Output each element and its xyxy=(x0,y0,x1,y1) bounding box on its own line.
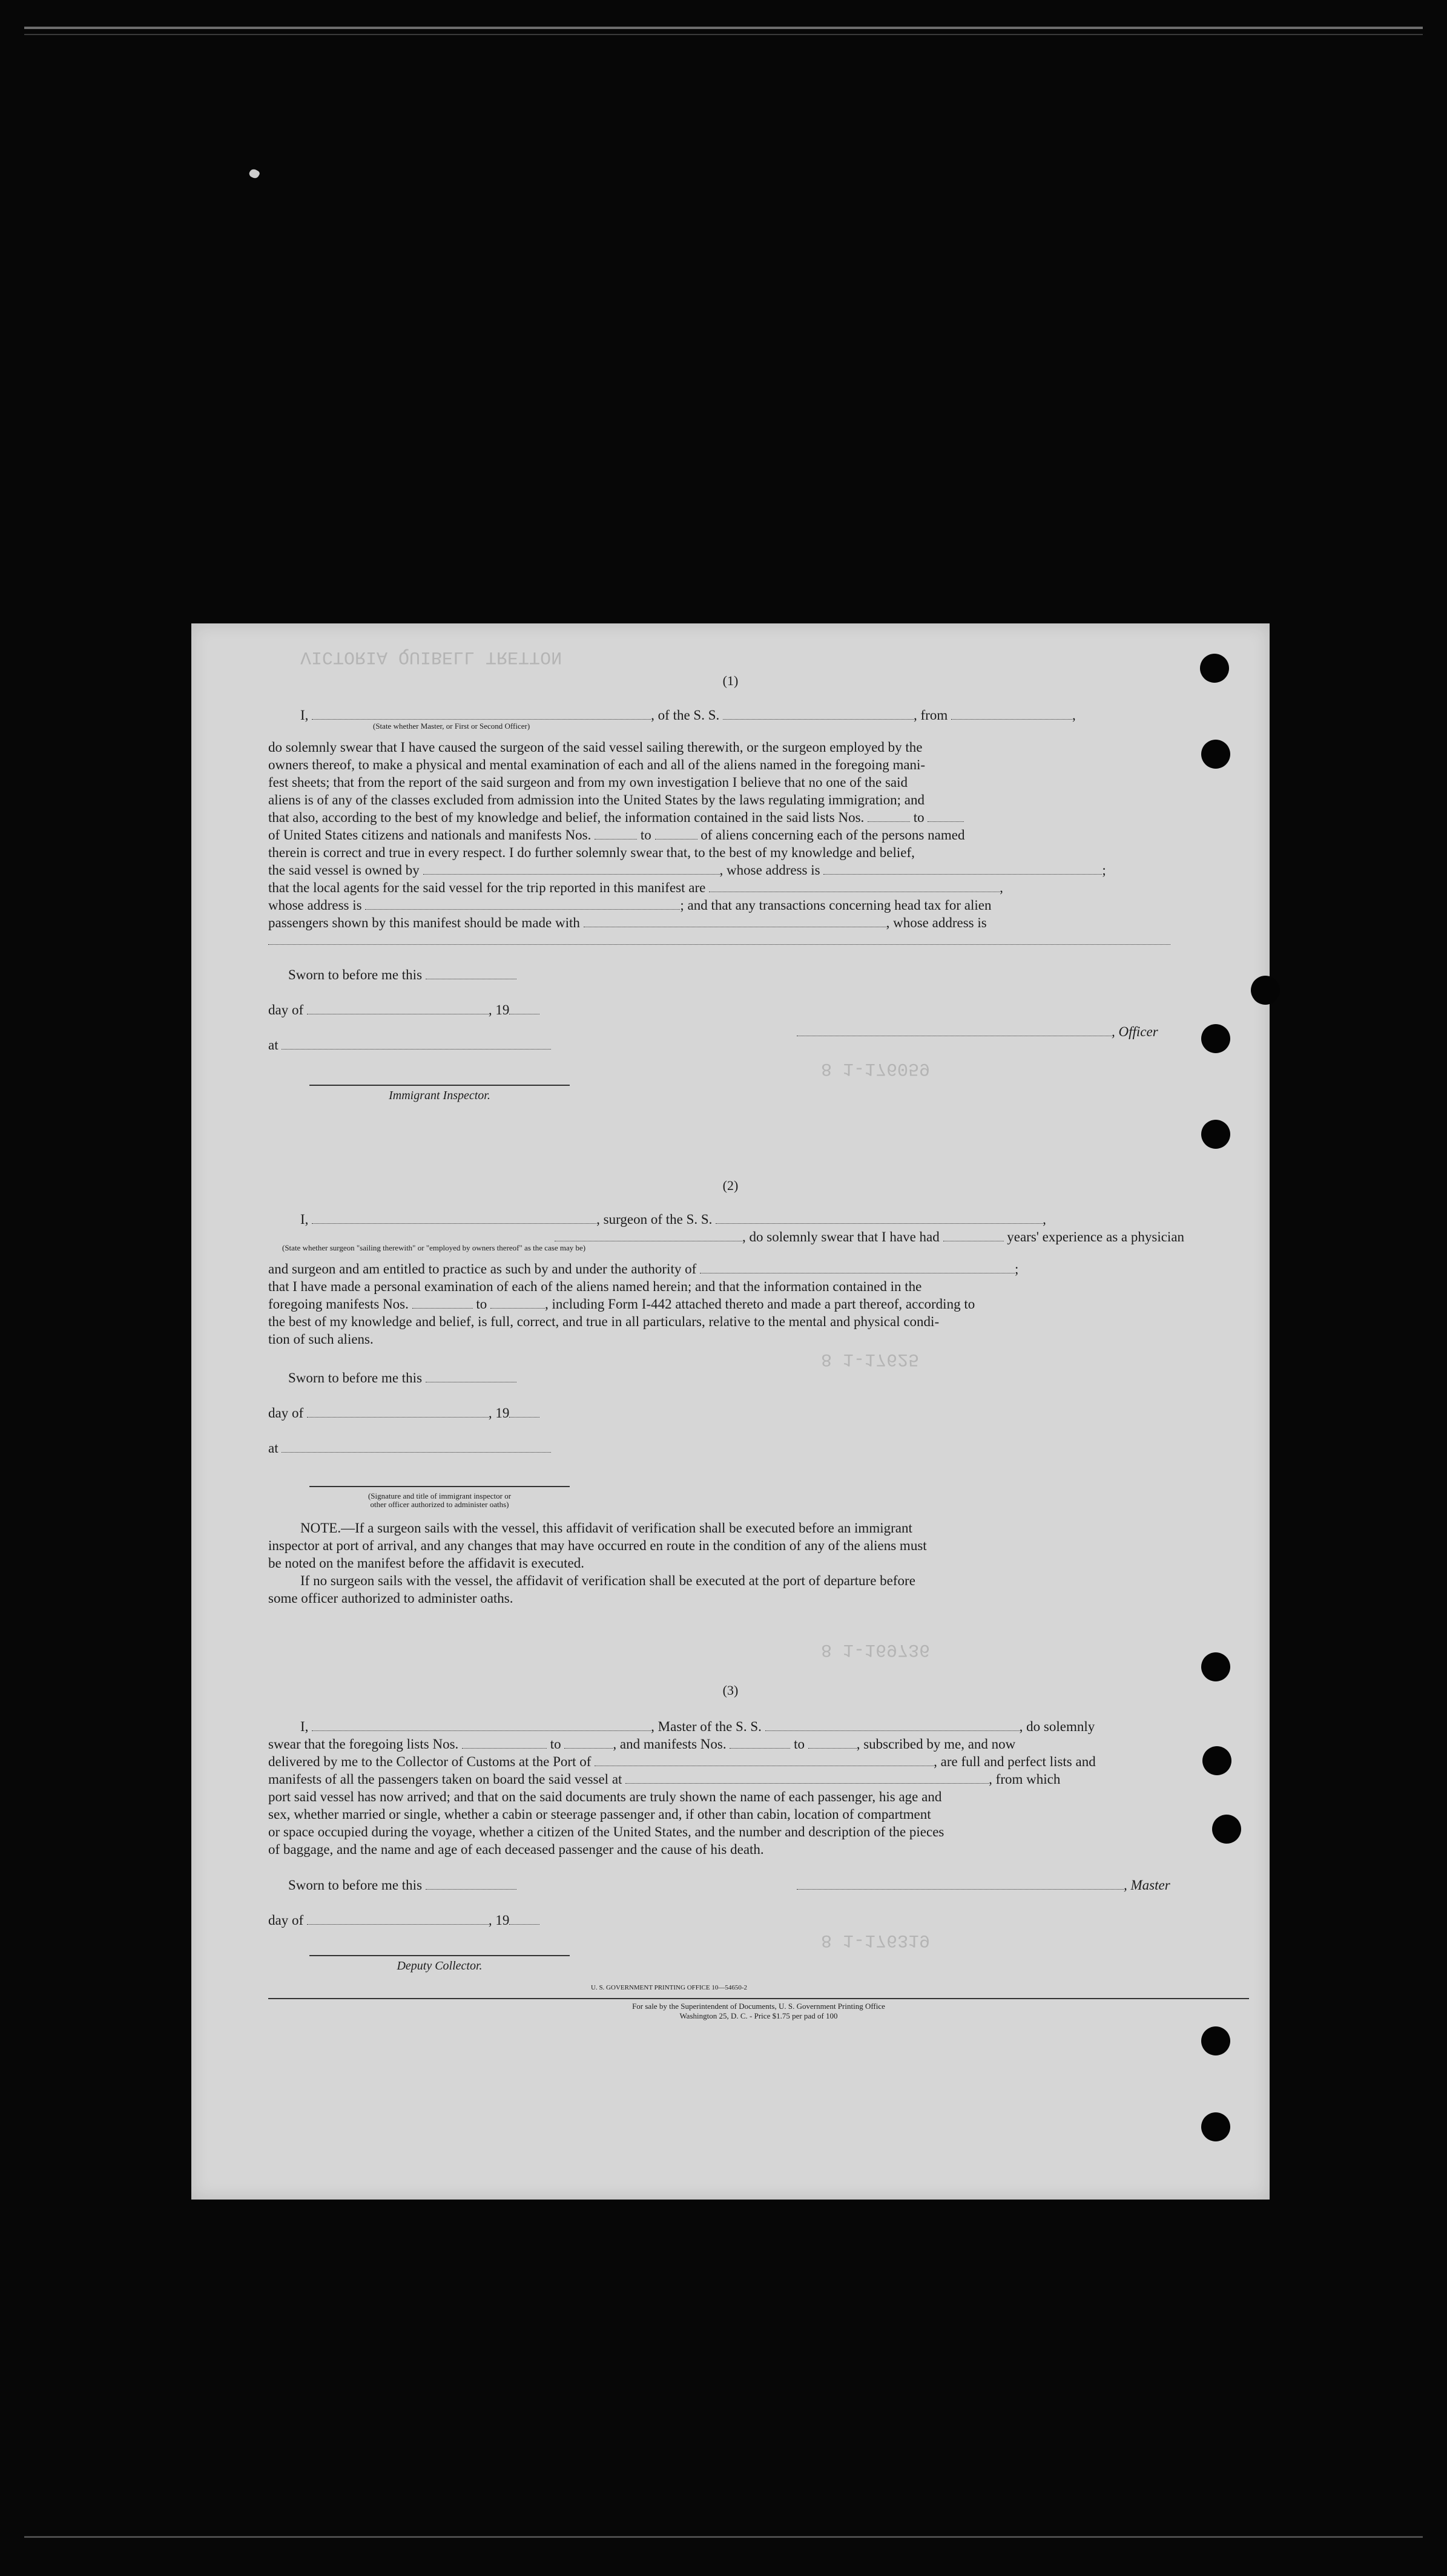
text: , from which xyxy=(989,1772,1061,1787)
film-border-top xyxy=(24,27,1423,29)
text: whose address is xyxy=(268,898,362,913)
master-signature-field[interactable] xyxy=(797,1889,1124,1890)
owner-field[interactable] xyxy=(423,874,720,875)
section-3-body-line xyxy=(268,1753,1249,1770)
text: , whose address is xyxy=(886,915,987,930)
s2-sworn-year-field[interactable] xyxy=(509,1417,539,1418)
text: , from xyxy=(914,708,948,723)
port-from-field[interactable] xyxy=(951,719,1072,720)
section-3-body-line xyxy=(268,1735,1249,1753)
punch-hole xyxy=(1201,1652,1230,1681)
section-3-body-line: port said vessel has now arrived; and that on the said documents are truly shown the name of each passenger, his age and xyxy=(268,1789,942,1804)
text: , 19 xyxy=(488,1913,510,1928)
text: I, xyxy=(300,1719,309,1734)
text: , surgeon of the S. S. xyxy=(596,1212,713,1227)
s3-sworn-year-field[interactable] xyxy=(509,1924,539,1925)
section-1-body-line: do solemnly swear that I have caused the surgeon of the said vessel sailing therewith, or the surgeon employed by the xyxy=(268,740,923,755)
officer-signature-line xyxy=(797,1023,1172,1040)
section-1-body-line xyxy=(268,896,1249,914)
text: , do solemnly swear that I have had xyxy=(742,1229,940,1244)
text: that also, according to the best of my knowledge and belief, the information contained in the said lists Nos. xyxy=(268,810,865,825)
section-2-at xyxy=(268,1439,583,1457)
lists-from-field[interactable] xyxy=(868,821,910,822)
section-3-body-line: sex, whether married or single, whether a cabin or steerage passenger and, if other than cabin, location of compartment xyxy=(268,1807,931,1822)
text: , are full and perfect lists and xyxy=(934,1754,1096,1769)
manifests-from-field[interactable] xyxy=(595,839,637,840)
manifest-affidavit-page xyxy=(191,623,1270,2200)
gpo-imprint: U. S. GOVERNMENT PRINTING OFFICE 10—54650-2 xyxy=(591,1984,748,1991)
bleed-through-text: 8 1-17625 xyxy=(821,1349,920,1369)
note-paragraph-line: be noted on the manifest before the affidavit is executed. xyxy=(268,1556,584,1571)
section-2-body-line: and surgeon and am entitled to practice as such by and under the authority of ; xyxy=(268,1261,1019,1276)
text: , Master of the S. S. xyxy=(651,1719,762,1734)
text: to xyxy=(913,810,925,825)
manifests-to-field[interactable] xyxy=(655,839,697,840)
master-vessel-field[interactable] xyxy=(765,1730,1020,1731)
section-1-body-line: therein is correct and true in every respect. I do further solemnly swear that, to the best of my knowledge and belief, xyxy=(268,845,915,860)
text: Sworn to before me this xyxy=(288,1878,423,1893)
text: foregoing manifests Nos. xyxy=(268,1296,409,1312)
officer-name-field[interactable] xyxy=(312,719,651,720)
s3-lists-from-field[interactable] xyxy=(462,1748,547,1749)
note-paragraph-line: If no surgeon sails with the vessel, the affidavit of verification shall be executed at the port of departure before xyxy=(300,1573,915,1588)
text: , Officer xyxy=(1112,1024,1158,1039)
section-3-body-line xyxy=(268,1770,1249,1788)
section-1-body-line: fest sheets; that from the report of the said surgeon and from my own investigation I believe that no one of the said xyxy=(268,775,908,790)
section-2-day-of xyxy=(268,1404,583,1422)
text: at xyxy=(268,1037,279,1053)
section-1-at xyxy=(268,1036,583,1054)
film-border-bottom xyxy=(24,2536,1423,2538)
section-2-opening-line: I, , surgeon of the S. S. , xyxy=(300,1212,1046,1227)
sale-note-1: For sale by the Superintendent of Documents, U. S. Government Printing Office xyxy=(632,2002,885,2011)
section-2-body-line: tion of such aliens. xyxy=(268,1332,374,1347)
text: Sworn to before me this xyxy=(288,1370,423,1385)
surgeon-status-note: (State whether surgeon "sailing therewith" or "employed by owners thereof" as the case may be) xyxy=(282,1243,586,1252)
section-2-body-line xyxy=(268,1295,1249,1313)
text: , do solemnly xyxy=(1019,1719,1095,1734)
text: day of xyxy=(268,1002,304,1017)
section-3-body-line: of baggage, and the name and age of each deceased passenger and the cause of his death. xyxy=(268,1842,764,1857)
text: ; and that any transactions concerning head tax for alien xyxy=(680,898,992,913)
text: the said vessel is owned by xyxy=(268,862,420,878)
section-3-body-line: or space occupied during the voyage, whether a citizen of the United States, and the number and description of the pieces xyxy=(268,1824,944,1839)
text: , 19 xyxy=(488,1002,510,1017)
punch-hole xyxy=(1201,1024,1230,1053)
bleed-through-text: 8 1-176319 xyxy=(821,1930,931,1950)
text: passengers shown by this manifest should be made with xyxy=(268,915,580,930)
section-1-body-line xyxy=(268,826,1249,844)
text: , whose address is xyxy=(719,862,820,878)
text: at xyxy=(268,1441,279,1456)
section-2-number: (2) xyxy=(722,1178,739,1193)
text: , subscribed by me, and now xyxy=(856,1736,1016,1752)
surgeon-manifests-to-field[interactable] xyxy=(490,1308,545,1309)
master-signature-line xyxy=(797,1876,1221,1894)
footer-rule xyxy=(268,1998,1249,1999)
section-3-number: (3) xyxy=(722,1683,739,1698)
lists-to-field[interactable] xyxy=(928,821,964,822)
section-1-number: (1) xyxy=(722,673,739,688)
signature-note-1: (Signature and title of immigrant inspector or xyxy=(368,1491,512,1500)
punch-hole xyxy=(1251,976,1280,1005)
s3-manifests-to-field[interactable] xyxy=(808,1748,857,1749)
text: to xyxy=(794,1736,805,1752)
punch-hole xyxy=(1201,1120,1230,1149)
text: I, xyxy=(300,1212,309,1227)
section-1-day-of xyxy=(268,1001,583,1019)
section-3-day-of xyxy=(268,1911,583,1929)
surgeon-manifests-from-field[interactable] xyxy=(412,1308,473,1309)
film-speck xyxy=(248,168,261,180)
text: Sworn to before me this xyxy=(288,967,423,982)
bleed-through-text: 8 1-176059 xyxy=(821,1058,931,1079)
text: , and manifests Nos. xyxy=(613,1736,727,1752)
deputy-label: Deputy Collector. xyxy=(397,1959,483,1973)
s2-sworn-month-field[interactable] xyxy=(307,1417,489,1418)
text: I, xyxy=(300,708,309,723)
section-1-body-line: aliens is of any of the classes excluded from admission into the United States by the laws regulating immigration; and xyxy=(268,792,925,807)
text: to xyxy=(476,1296,487,1312)
head-tax-address-field[interactable] xyxy=(268,944,1170,945)
note-paragraph-line: NOTE.—If a surgeon sails with the vessel, this affidavit of verification shall be executed before an immigrant xyxy=(300,1520,912,1536)
section-1-body-line xyxy=(268,914,1249,932)
section-1-body-line xyxy=(268,809,1249,826)
section-1-body-line: that the local agents for the said vessel for the trip reported in this manifest are , xyxy=(268,880,1003,895)
text: that the local agents for the said vessel for the trip reported in this manifest are xyxy=(268,880,706,895)
surgeon-vessel-field[interactable] xyxy=(716,1223,1043,1224)
text: years' experience as a physician xyxy=(1007,1229,1185,1244)
s3-sworn-month-field[interactable] xyxy=(307,1924,489,1925)
s3-manifests-from-field[interactable] xyxy=(730,1748,790,1749)
signature-note-2: other officer authorized to administer oaths) xyxy=(370,1500,509,1509)
inspector-label: Immigrant Inspector. xyxy=(389,1089,490,1102)
inspector-signature-line xyxy=(309,1085,570,1086)
section-3-sworn xyxy=(288,1876,470,1894)
text: and surgeon and am entitled to practice as such by and under the authority of xyxy=(268,1261,697,1276)
section-2-body-line: the best of my knowledge and belief, is full, correct, and true in all particulars, relative to the mental and physical condi- xyxy=(268,1314,940,1329)
text: delivered by me to the Collector of Customs at the Port of xyxy=(268,1754,592,1769)
text: swear that the foregoing lists Nos. xyxy=(268,1736,459,1752)
punch-hole xyxy=(1201,2112,1230,2141)
punch-hole xyxy=(1201,2026,1230,2055)
section-1-opening-line: I, , of the S. S. , from , xyxy=(300,708,1076,723)
head-tax-address-line xyxy=(268,932,1249,949)
s2-sworn-place-field[interactable] xyxy=(282,1452,551,1453)
text: to xyxy=(550,1736,561,1752)
owner-address-field[interactable] xyxy=(823,874,1102,875)
s3-lists-to-field[interactable] xyxy=(564,1748,613,1749)
film-border-top-inner xyxy=(24,34,1423,35)
vessel-name-field[interactable] xyxy=(723,719,914,720)
officer-type-note: (State whether Master, or First or Second Officer) xyxy=(373,721,530,731)
s2-signature-line xyxy=(309,1486,570,1487)
text: day of xyxy=(268,1405,304,1421)
agent-address-field[interactable] xyxy=(365,909,680,910)
text: day of xyxy=(268,1913,304,1928)
sale-note-2: Washington 25, D. C. - Price $1.75 per pad of 100 xyxy=(679,2011,838,2020)
text: , including Form I-442 attached thereto and made a part thereof, according to xyxy=(545,1296,975,1312)
embarkation-port-field[interactable] xyxy=(625,1783,989,1784)
note-paragraph-line: some officer authorized to administer oaths. xyxy=(268,1591,513,1606)
s3-sworn-day-field[interactable] xyxy=(426,1889,516,1890)
bleed-through-text: 8 1-169736 xyxy=(821,1639,931,1660)
text: , Master xyxy=(1124,1878,1170,1893)
text: of United States citizens and nationals and manifests Nos. xyxy=(268,827,592,843)
note-paragraph-line: inspector at port of arrival, and any changes that may have occurred en route in the condition of any of the aliens must xyxy=(268,1538,927,1553)
master-name-field[interactable] xyxy=(312,1730,651,1731)
section-3-opening-line xyxy=(300,1718,1245,1735)
section-2-body-line: that I have made a personal examination of each of the aliens named herein; and that the information contained in the xyxy=(268,1279,922,1294)
section-1-sworn xyxy=(288,966,470,984)
sworn-place-field[interactable] xyxy=(282,1049,551,1050)
text: , 19 xyxy=(488,1405,510,1421)
surgeon-name-field[interactable] xyxy=(312,1223,596,1224)
bleed-through-text: VICTORIA QUIBELL TRETTON xyxy=(300,646,562,667)
deputy-signature-line xyxy=(309,1955,570,1956)
text: to xyxy=(640,827,651,843)
text: manifests of all the passengers taken on board the said vessel at xyxy=(268,1772,622,1787)
text: of aliens concerning each of the persons named xyxy=(700,827,965,843)
section-1-body-line: the said vessel is owned by , whose address is ; xyxy=(268,862,1106,878)
section-1-body-line: owners thereof, to make a physical and mental examination of each and all of the aliens named in the foregoing mani- xyxy=(268,757,926,772)
text: , of the S. S. xyxy=(651,708,720,723)
section-2-sworn xyxy=(288,1369,470,1387)
